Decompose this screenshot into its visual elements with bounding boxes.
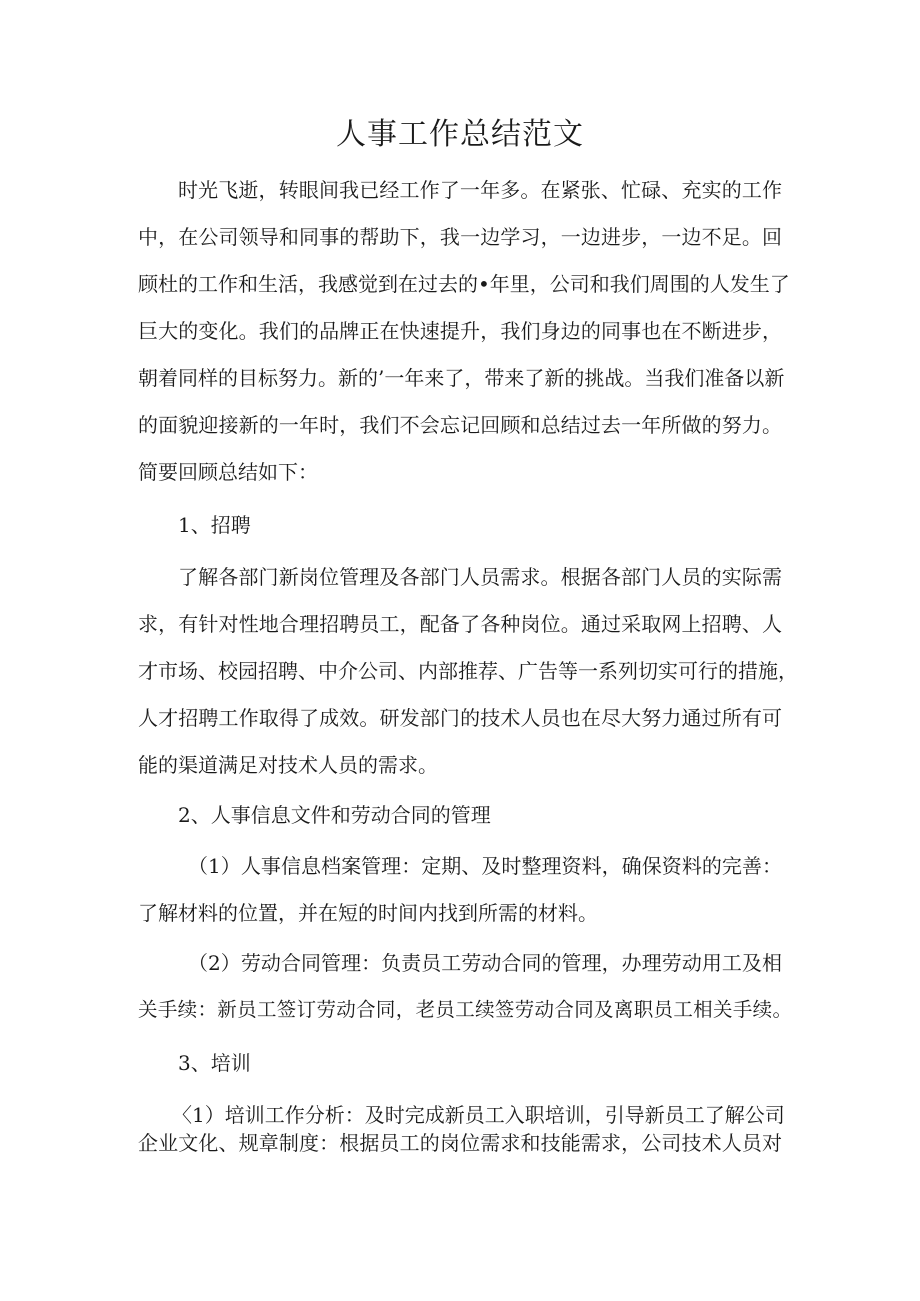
section-3-item-1-line-2: 企业文化、规章制度：根据员工的岗位需求和技能需求，公司技术人员对 [138,1131,782,1155]
intro-line-3: 顾杜的工作和生活，我感觉到在过去的•年里，公司和我们周围的人发生了 [138,272,790,296]
section-1-line-1: 了解各部门新岗位管理及各部门人员需求。根据各部门人员的实际需 [178,565,782,589]
section-1-line-4: 人才招聘工作取得了成效。研发部门的技术人员也在尽大努力通过所有可 [138,706,782,730]
section-1-line-2: 求，有针对性地合理招聘员工，配备了各种岗位。通过采取网上招聘、人 [138,612,782,636]
intro-line-5: 朝着同样的目标努力。新的’一年来了，带来了新的挑战。当我们准备以新 [138,366,785,390]
intro-line-1: 时光飞逝，转眼间我已经工作了一年多。在紧张、忙碌、充实的工作 [178,178,782,202]
section-3-item-1-line-1: 〈1）培训工作分析：及时完成新员工入职培训，引导新员工了解公司 [172,1103,785,1127]
intro-line-2: 中，在公司领导和同事的帮助下，我一边学习，一边进步，一边不足。回 [138,225,782,249]
intro-line-7: 简要回顾总结如下： [138,460,318,484]
intro-line-6: 的面貌迎接新的一年时，我们不会忘记回顾和总结过去一年所做的努力。 [138,413,782,437]
section-2-item-1-line-1: （1）人事信息档案管理：定期、及时整理资料，确保资料的完善： [188,854,782,878]
section-1-heading: 1、招聘 [178,513,251,537]
intro-line-4: 巨大的变化。我们的品牌正在快速提升，我们身边的同事也在不断进步， [138,319,782,343]
document-title: 人事工作总结范文 [336,117,584,152]
section-3-heading: 3、培训 [178,1051,251,1075]
section-2-item-2-line-1: （2）劳动合同管理：负责员工劳动合同的管理，办理劳动用工及相 [188,951,782,975]
section-1-line-3: 才市场、校园招聘、中介公司、内部推荐、广告等一系列切实可行的措施， [138,659,798,683]
section-2-item-1-line-2: 了解材料的位置，并在短的时间内找到所需的材料。 [138,901,598,925]
section-1-line-5: 能的渠道满足对技术人员的需求。 [138,753,438,777]
section-2-heading: 2、人事信息文件和劳动合同的管理 [178,803,491,827]
section-2-item-2-line-2: 关手续：新员工签订劳动合同，老员工续签劳动合同及离职员工相关手续。 [138,998,792,1021]
